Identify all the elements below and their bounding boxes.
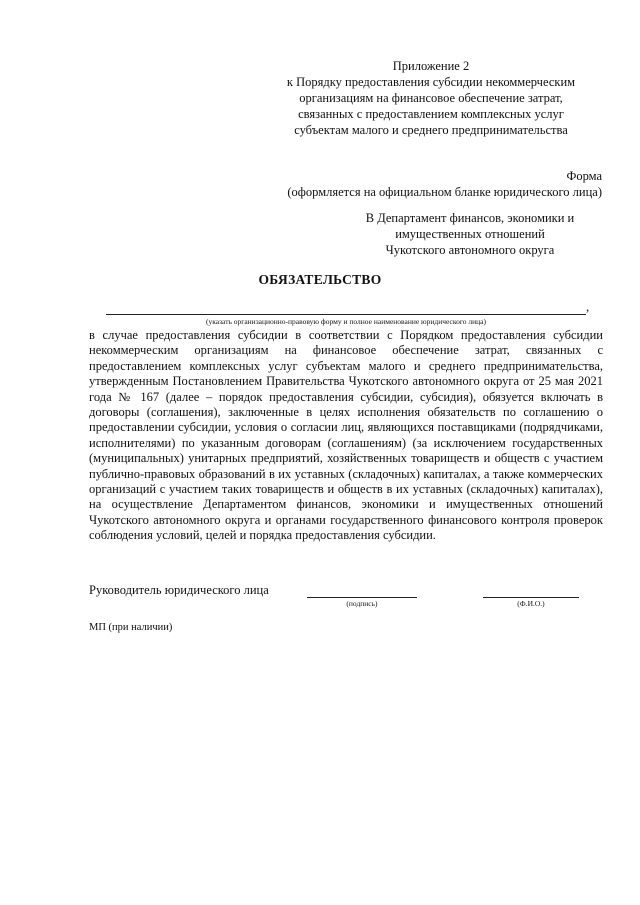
organization-name-field[interactable]: [106, 314, 586, 315]
appendix-line: субъектам малого и среднего предпринимательства: [294, 123, 568, 137]
form-label: Форма: [566, 169, 602, 183]
addressee-line: В Департамент финансов, экономики и: [365, 211, 575, 225]
addressee-block: [330, 210, 610, 258]
addressee-line: Чукотского автономного округа: [385, 243, 555, 257]
appendix-line: к Порядку предоставления субсидии некоммерческим: [286, 75, 576, 89]
appendix-header: [250, 58, 612, 138]
form-note: (оформляется на официальном бланке юридического лица): [287, 185, 602, 199]
signature-field[interactable]: [307, 597, 417, 598]
name-field-comma: ,: [586, 299, 590, 314]
addressee-line: имущественных отношений: [395, 227, 545, 241]
form-block: [230, 168, 602, 200]
stamp-note: МП (при наличии): [89, 622, 173, 633]
signature-hint: (подпись): [346, 599, 378, 608]
obligation-body-text: в случае предоставления субсидии в соответствии с Порядком предоставления субсидии некоммерческим организациям на финансовое обеспечение затрат, связанных с предоставлением комплексных услуг субъектам малого и среднего предпринимательства, утвержденным Постановлением Правительства Чукотского автономного округа от 25 мая 2021 года № 167 (далее – порядок предоставления субсидии, субсидия), обязуется включать в договоры (соглашения), заключенные в целях исполнения обязательств по соглашению о предоставлении субсидии, условия о согласии лиц, являющихся поставщиками (подрядчиками, исполнителями) по указанным договорам (соглашениям) (за исключением государственных (муниципальных) унитарных предприятий, хозяйственных товариществ и обществ с участием публично-правовых образований в их уставных (складочных) капиталах, а также коммерческих организаций с участием таких товариществ и обществ в их уставных (складочных) капиталах), на осуществление Департаментом финансов, экономики и имущественных отношений Чукотского автономного округа и органами государственного финансового контроля проверок соблюдения условий, целей и порядка предоставления субсидии.: [89, 328, 603, 543]
organization-name-hint: (указать организационно-правовую форму и полное наименование юридического лица): [205, 317, 486, 326]
head-signature-label: Руководитель юридического лица: [89, 583, 269, 597]
appendix-line: организациям на финансовое обеспечение затрат,: [299, 91, 563, 105]
appendix-line: связанных с предоставлением комплексных услуг: [298, 107, 564, 121]
document-title: ОБЯЗАТЕЛЬСТВО: [258, 272, 382, 287]
full-name-hint: (Ф.И.О.): [517, 599, 545, 608]
full-name-field[interactable]: [483, 597, 579, 598]
appendix-line: Приложение 2: [392, 59, 470, 73]
